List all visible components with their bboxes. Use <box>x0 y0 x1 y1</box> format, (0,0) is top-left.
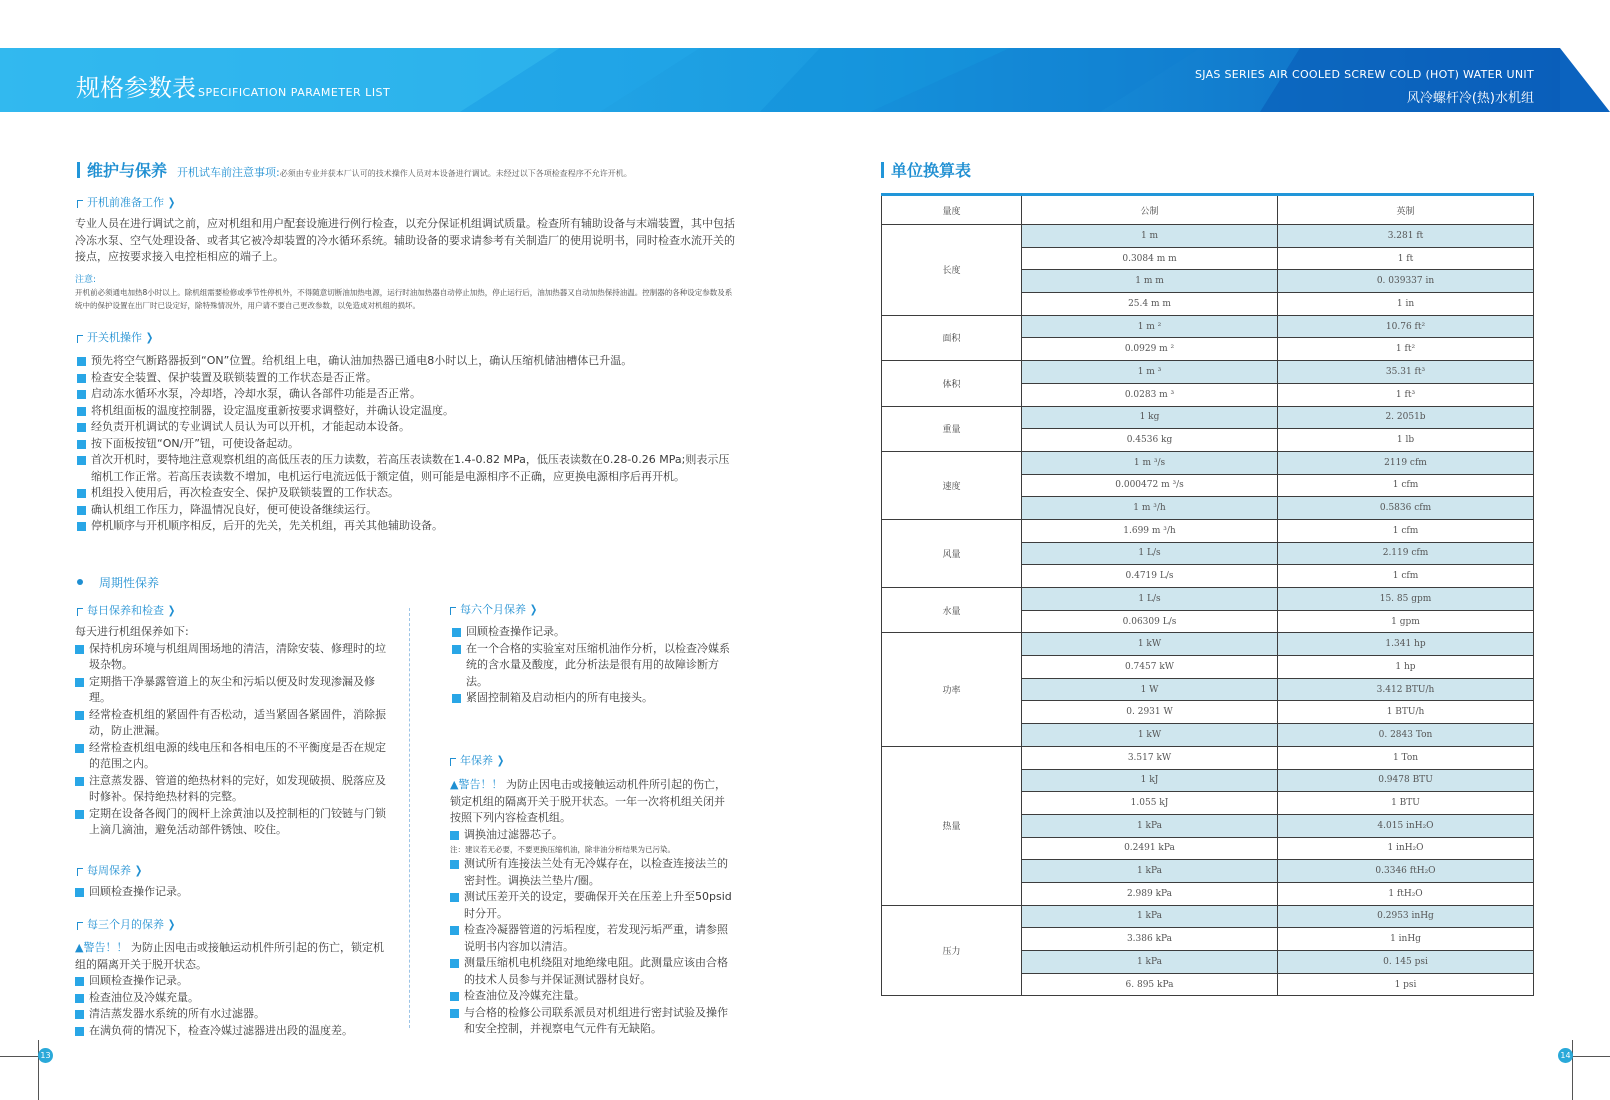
metric-cell: 0.4719 L/s <box>1022 565 1278 588</box>
imperial-cell: 0.2953 inHg <box>1278 905 1534 928</box>
weekly-title: 每周保养 <box>87 864 131 877</box>
list-item: 测量压缩机电机绕阻对地绝缘电阻。此测量应该由合格的技术人员参与并保证测试器材良好。 <box>450 955 735 988</box>
list-item: 紧固控制箱及启动柜内的所有电接头。 <box>452 690 734 707</box>
warning-text: 为防止因电击或接触运动机件所引起的伤亡，锁定机组的隔离开关于脱开状态。一年一次将机组关闭并按照下列内容检查机组。 <box>450 778 726 824</box>
bracket-icon <box>450 758 456 766</box>
imperial-cell: 1 BTU <box>1278 792 1534 815</box>
imperial-cell: 3.412 BTU/h <box>1278 678 1534 701</box>
crop-mark <box>38 1040 39 1100</box>
list-item: 清洁蒸发器水系统的所有水过滤器。 <box>75 1006 388 1023</box>
header-imperial: 英制 <box>1278 195 1534 225</box>
table-row <box>882 451 1534 474</box>
list-item: 定期揩干净暴露管道上的灰尘和污垢以便及时发现渗漏及修理。 <box>75 674 388 707</box>
periodic-heading <box>77 574 159 591</box>
periodic-title: 周期性保养 <box>99 576 160 590</box>
measure-cell: 速度 <box>882 451 1022 519</box>
note-text: 开机前必须通电加热8小时以上。除机组需要检修或季节性停机外，不得随意切断油加热电源，运行时油加热器自动停止加热，停止运行后，油加热器又自动加热保持油温。控制器的各种设定参数及系统中的保护设置在出厂时已设定好，除特殊情况外，用户请不要自己更改参数，以免造成对机组的损坏。 <box>75 288 733 310</box>
metric-cell: 0.2491 kPa <box>1022 837 1278 860</box>
switch-list <box>77 353 737 535</box>
table-row <box>882 905 1534 928</box>
metric-cell: 1 W <box>1022 678 1278 701</box>
list-item: 机组投入使用后，再次检查安全、保护及联锁装置的工作状态。 <box>77 485 737 502</box>
list-item: 回顾检查操作记录。 <box>75 973 388 990</box>
list-item: 首次开机时，要特地注意观察机组的高低压表的压力读数，若高压表读数在1.4-0.82 MPa，低压表读数在0.28-0.26 MPa;则表示压缩机工作正常。若高压表读数不增加，电机运行电流远低于额定值，则可能是电源相序不正确，应更换电源相序后再开机。 <box>77 452 737 485</box>
units-heading <box>881 158 971 181</box>
measure-cell: 长度 <box>882 225 1022 316</box>
metric-cell: 0.0929 m ² <box>1022 338 1278 361</box>
product-title <box>1195 68 1534 106</box>
column-divider <box>409 608 410 1028</box>
imperial-cell: 3.281 ft <box>1278 225 1534 248</box>
imperial-cell: 1 lb <box>1278 429 1534 452</box>
metric-cell: 2.989 kPa <box>1022 882 1278 905</box>
imperial-cell: 0. 145 psi <box>1278 951 1534 974</box>
imperial-cell: 1 gpm <box>1278 610 1534 633</box>
warning-text: 为防止因电击或接触运动机件所引起的伤亡，锁定机组的隔离开关于脱开状态。 <box>75 941 384 971</box>
title-cn: 规格参数表 <box>76 74 196 102</box>
list-item: 检查安全装置、保护装置及联锁装置的工作状态是否正常。 <box>77 370 737 387</box>
crop-mark <box>1572 1040 1573 1100</box>
unit-conversion-table <box>881 193 1534 996</box>
metric-cell: 1 kg <box>1022 406 1278 429</box>
table-row <box>882 588 1534 611</box>
imperial-cell: 1 Ton <box>1278 746 1534 769</box>
measure-cell: 面积 <box>882 315 1022 360</box>
measure-cell: 水量 <box>882 588 1022 633</box>
warning-label: ▲警告！！ <box>75 941 128 954</box>
bracket-icon <box>77 335 83 343</box>
metric-cell: 1 kW <box>1022 724 1278 747</box>
metric-cell: 1 kPa <box>1022 951 1278 974</box>
imperial-cell: 0. 039337 in <box>1278 270 1534 293</box>
measure-cell: 风量 <box>882 519 1022 587</box>
imperial-cell: 0.9478 BTU <box>1278 769 1534 792</box>
imperial-cell: 1 cfm <box>1278 474 1534 497</box>
metric-cell: 1 m ³ <box>1022 361 1278 384</box>
table-row <box>882 361 1534 384</box>
list-item: 经常检查机组的紧固件有否松动，适当紧固各紧固件，消除振动，防止泄漏。 <box>75 707 388 740</box>
daily-intro: 每天进行机组保养如下: <box>75 625 189 638</box>
bullet-dot-icon <box>77 579 83 585</box>
yearly-warning <box>450 777 735 827</box>
metric-cell: 1 kJ <box>1022 769 1278 792</box>
daily-list <box>75 624 388 839</box>
imperial-cell: 1 hp <box>1278 656 1534 679</box>
list-item: 测试所有连接法兰处有无冷媒存在，以检查连接法兰的密封性。调换法兰垫片/圈。 <box>450 856 735 889</box>
metric-cell: 1 m ³/s <box>1022 451 1278 474</box>
list-item: 启动冻水循环水泵，冷却塔，冷却水泵，确认各部件功能是否正常。 <box>77 386 737 403</box>
metric-cell: 1.055 kJ <box>1022 792 1278 815</box>
measure-cell: 重量 <box>882 406 1022 451</box>
imperial-cell: 1 cfm <box>1278 519 1534 542</box>
imperial-cell: 1 cfm <box>1278 565 1534 588</box>
table-row <box>882 406 1534 429</box>
list-item: 确认机组工作压力，降温情况良好，便可使设备继续运行。 <box>77 502 737 519</box>
metric-cell: 0.3084 m m <box>1022 247 1278 270</box>
imperial-cell: 2119 cfm <box>1278 451 1534 474</box>
imperial-cell: 1 ftH₂O <box>1278 882 1534 905</box>
switch-title: 开关机操作 <box>87 331 142 344</box>
metric-cell: 0.4536 kg <box>1022 429 1278 452</box>
metric-cell: 1 kPa <box>1022 814 1278 837</box>
metric-cell: 0.7457 kW <box>1022 656 1278 679</box>
quarter-title: 每三个月的保养 <box>87 918 164 931</box>
imperial-cell: 0.3346 ftH₂O <box>1278 860 1534 883</box>
imperial-cell: 1 ft³ <box>1278 383 1534 406</box>
list-item: 经常检查机组电源的线电压和各相电压的不平衡度是否在规定的范围之内。 <box>75 740 388 773</box>
imperial-cell: 1 ft <box>1278 247 1534 270</box>
list-item: 回顾检查操作记录。 <box>452 624 734 641</box>
metric-cell: 1 m m <box>1022 270 1278 293</box>
imperial-cell: 2.119 cfm <box>1278 542 1534 565</box>
metric-cell: 6. 895 kPa <box>1022 973 1278 996</box>
warning-label: ▲警告！！ <box>450 778 503 791</box>
table-body <box>882 225 1534 996</box>
list-item: 在满负荷的情况下，检查冷媒过滤器进出段的温度差。 <box>75 1023 388 1040</box>
weekly-list <box>75 884 388 901</box>
metric-cell: 1.699 m ³/h <box>1022 519 1278 542</box>
list-item: 保持机房环境与机组周围场地的清洁，清除安装、修理时的垃圾杂物。 <box>75 641 388 674</box>
metric-cell: 1 kPa <box>1022 905 1278 928</box>
bracket-icon <box>450 607 456 615</box>
bracket-icon <box>77 868 83 876</box>
metric-cell: 1 kW <box>1022 633 1278 656</box>
table-row <box>882 519 1534 542</box>
heading-bar <box>881 162 884 178</box>
weekly-heading <box>77 862 143 878</box>
imperial-cell: 1 inH₂O <box>1278 837 1534 860</box>
imperial-cell: 1.341 hp <box>1278 633 1534 656</box>
imperial-cell: 1 ft² <box>1278 338 1534 361</box>
page-number-left: 13 <box>38 1048 53 1063</box>
maintenance-heading <box>77 158 757 181</box>
quarter-list <box>75 940 388 1039</box>
yearly-note: 注：建议若无必要，不要更换压缩机油，除非油分析结果为已污染。 <box>450 845 675 854</box>
measure-cell: 压力 <box>882 905 1022 996</box>
metric-cell: 1 L/s <box>1022 542 1278 565</box>
yearly-title: 年保养 <box>460 754 493 767</box>
prep-heading <box>77 194 176 210</box>
metric-cell: 1 m ² <box>1022 315 1278 338</box>
measure-cell: 体积 <box>882 361 1022 406</box>
list-item: 检查油位及冷媒充量。 <box>75 990 388 1007</box>
table-row <box>882 633 1534 656</box>
measure-cell: 功率 <box>882 633 1022 746</box>
units-title: 单位换算表 <box>891 161 972 180</box>
chevron-right-icon: ❯ <box>529 603 538 616</box>
metric-cell: 0.000472 m ³/s <box>1022 474 1278 497</box>
imperial-cell: 0.5836 cfm <box>1278 497 1534 520</box>
quarter-heading <box>77 916 176 932</box>
imperial-cell: 1 in <box>1278 293 1534 316</box>
chevron-right-icon: ❯ <box>134 864 143 877</box>
imperial-cell: 4.015 inH₂O <box>1278 814 1534 837</box>
maintenance-title: 维护与保养 <box>87 161 168 180</box>
list-item: 检查冷凝器管道的污垢程度，若发现污垢严重，请参照说明书内容加以清洁。 <box>450 922 735 955</box>
list-item: 调换油过滤器芯子。 <box>450 827 735 844</box>
metric-cell: 1 m ³/h <box>1022 497 1278 520</box>
list-item: 回顾检查操作记录。 <box>75 884 388 901</box>
metric-cell: 0. 2931 W <box>1022 701 1278 724</box>
list-item: 在一个合格的实验室对压缩机油作分析，以检查冷媒系统的含水量及酸度，此分析法是很有用的故障诊断方法。 <box>452 641 734 691</box>
startup-subtitle: 开机试车前注意事项: <box>177 166 280 179</box>
title-en: SPECIFICATION PARAMETER LIST <box>198 86 391 99</box>
table-row <box>882 315 1534 338</box>
table-row <box>882 225 1534 248</box>
list-item: 按下面板按钮“ON/开”钮，可使设备起动。 <box>77 436 737 453</box>
heading-bar <box>77 162 80 178</box>
imperial-cell: 1 psi <box>1278 973 1534 996</box>
header-metric: 公制 <box>1022 195 1278 225</box>
bracket-icon <box>77 922 83 930</box>
measure-cell: 热量 <box>882 746 1022 905</box>
product-title-cn: 风冷螺杆冷(热)水机组 <box>1406 91 1534 106</box>
switch-heading <box>77 329 154 345</box>
metric-cell: 1 L/s <box>1022 588 1278 611</box>
header-measure: 量度 <box>882 195 1022 225</box>
list-item: 检查油位及冷媒充注量。 <box>450 988 735 1005</box>
yearly-heading <box>450 752 505 768</box>
daily-title: 每日保养和检查 <box>87 604 164 617</box>
page-title <box>76 68 390 103</box>
daily-heading <box>77 602 176 618</box>
half-year-title: 每六个月保养 <box>460 603 526 616</box>
half-year-heading <box>450 601 538 617</box>
list-item: 经负责开机调试的专业调试人员认为可以开机，才能起动本设备。 <box>77 419 737 436</box>
list-item: 预先将空气断路器扳到“ON”位置。给机组上电，确认油加热器已通电8小时以上，确认压缩机储油槽体已升温。 <box>77 353 737 370</box>
imperial-cell: 35.31 ft³ <box>1278 361 1534 384</box>
prep-title: 开机前准备工作 <box>87 196 164 209</box>
list-item: 定期在设备各阀门的阀杆上涂黄油以及控制柜的门铰链与门锁上滴几滴油，避免活动部件锈蚀、咬住。 <box>75 806 388 839</box>
list-item: 将机组面板的温度控制器，设定温度重新按要求调整好，并确认设定温度。 <box>77 403 737 420</box>
chevron-right-icon: ❯ <box>167 604 176 617</box>
startup-note: 必须由专业并获本厂认可的技术操作人员对本设备进行调试。未经过以下各项检查程序不允许开机。 <box>279 169 632 178</box>
table-header-row <box>882 195 1534 225</box>
imperial-cell: 10.76 ft² <box>1278 315 1534 338</box>
page-number-right: 14 <box>1558 1048 1573 1063</box>
product-title-en: SJAS SERIES AIR COOLED SCREW COLD (HOT) WATER UNIT <box>1194 68 1534 81</box>
prep-text: 专业人员在进行调试之前，应对机组和用户配套设施进行例行检查，以充分保证机组调试质量。检查所有辅助设备与末端装置，其中包括冷冻水泵、空气处理设备、或者其它被冷却装置的冷水循环系统。辅助设备的要求请参考有关制造厂的使用说明书，同时检查水流开关的接点，应按要求接入电控柜相应的端子上。 <box>75 217 735 263</box>
table-row <box>882 746 1534 769</box>
imperial-cell: 0. 2843 Ton <box>1278 724 1534 747</box>
metric-cell: 1 kPa <box>1022 860 1278 883</box>
imperial-cell: 2. 2051b <box>1278 406 1534 429</box>
bracket-icon <box>77 608 83 616</box>
metric-cell: 3.386 kPa <box>1022 928 1278 951</box>
metric-cell: 0.0283 m ³ <box>1022 383 1278 406</box>
list-item: 与合格的检修公司联系派员对机组进行密封试验及操作和安全控制，并视察电气元件有无缺陷。 <box>450 1005 735 1038</box>
note-label: 注意: <box>75 275 97 285</box>
quarter-warning <box>75 940 388 973</box>
chevron-right-icon: ❯ <box>145 331 154 344</box>
metric-cell: 0.06309 L/s <box>1022 610 1278 633</box>
chevron-right-icon: ❯ <box>167 196 176 209</box>
imperial-cell: 15. 85 gpm <box>1278 588 1534 611</box>
metric-cell: 1 m <box>1022 225 1278 248</box>
metric-cell: 3.517 kW <box>1022 746 1278 769</box>
half-year-list <box>452 624 734 707</box>
imperial-cell: 1 BTU/h <box>1278 701 1534 724</box>
bracket-icon <box>77 200 83 208</box>
chevron-right-icon: ❯ <box>167 918 176 931</box>
list-item: 测试压差开关的设定，要确保开关在压差上升至50psid时分开。 <box>450 889 735 922</box>
chevron-right-icon: ❯ <box>496 754 505 767</box>
list-item: 注意蒸发器、管道的绝热材料的完好，如发现破损、脱落应及时修补。保持绝热材料的完整。 <box>75 773 388 806</box>
yearly-list <box>450 777 735 1038</box>
metric-cell: 25.4 m m <box>1022 293 1278 316</box>
list-item: 停机顺序与开机顺序相反，后开的先关，先关机组，再关其他辅助设备。 <box>77 518 737 535</box>
imperial-cell: 1 inHg <box>1278 928 1534 951</box>
